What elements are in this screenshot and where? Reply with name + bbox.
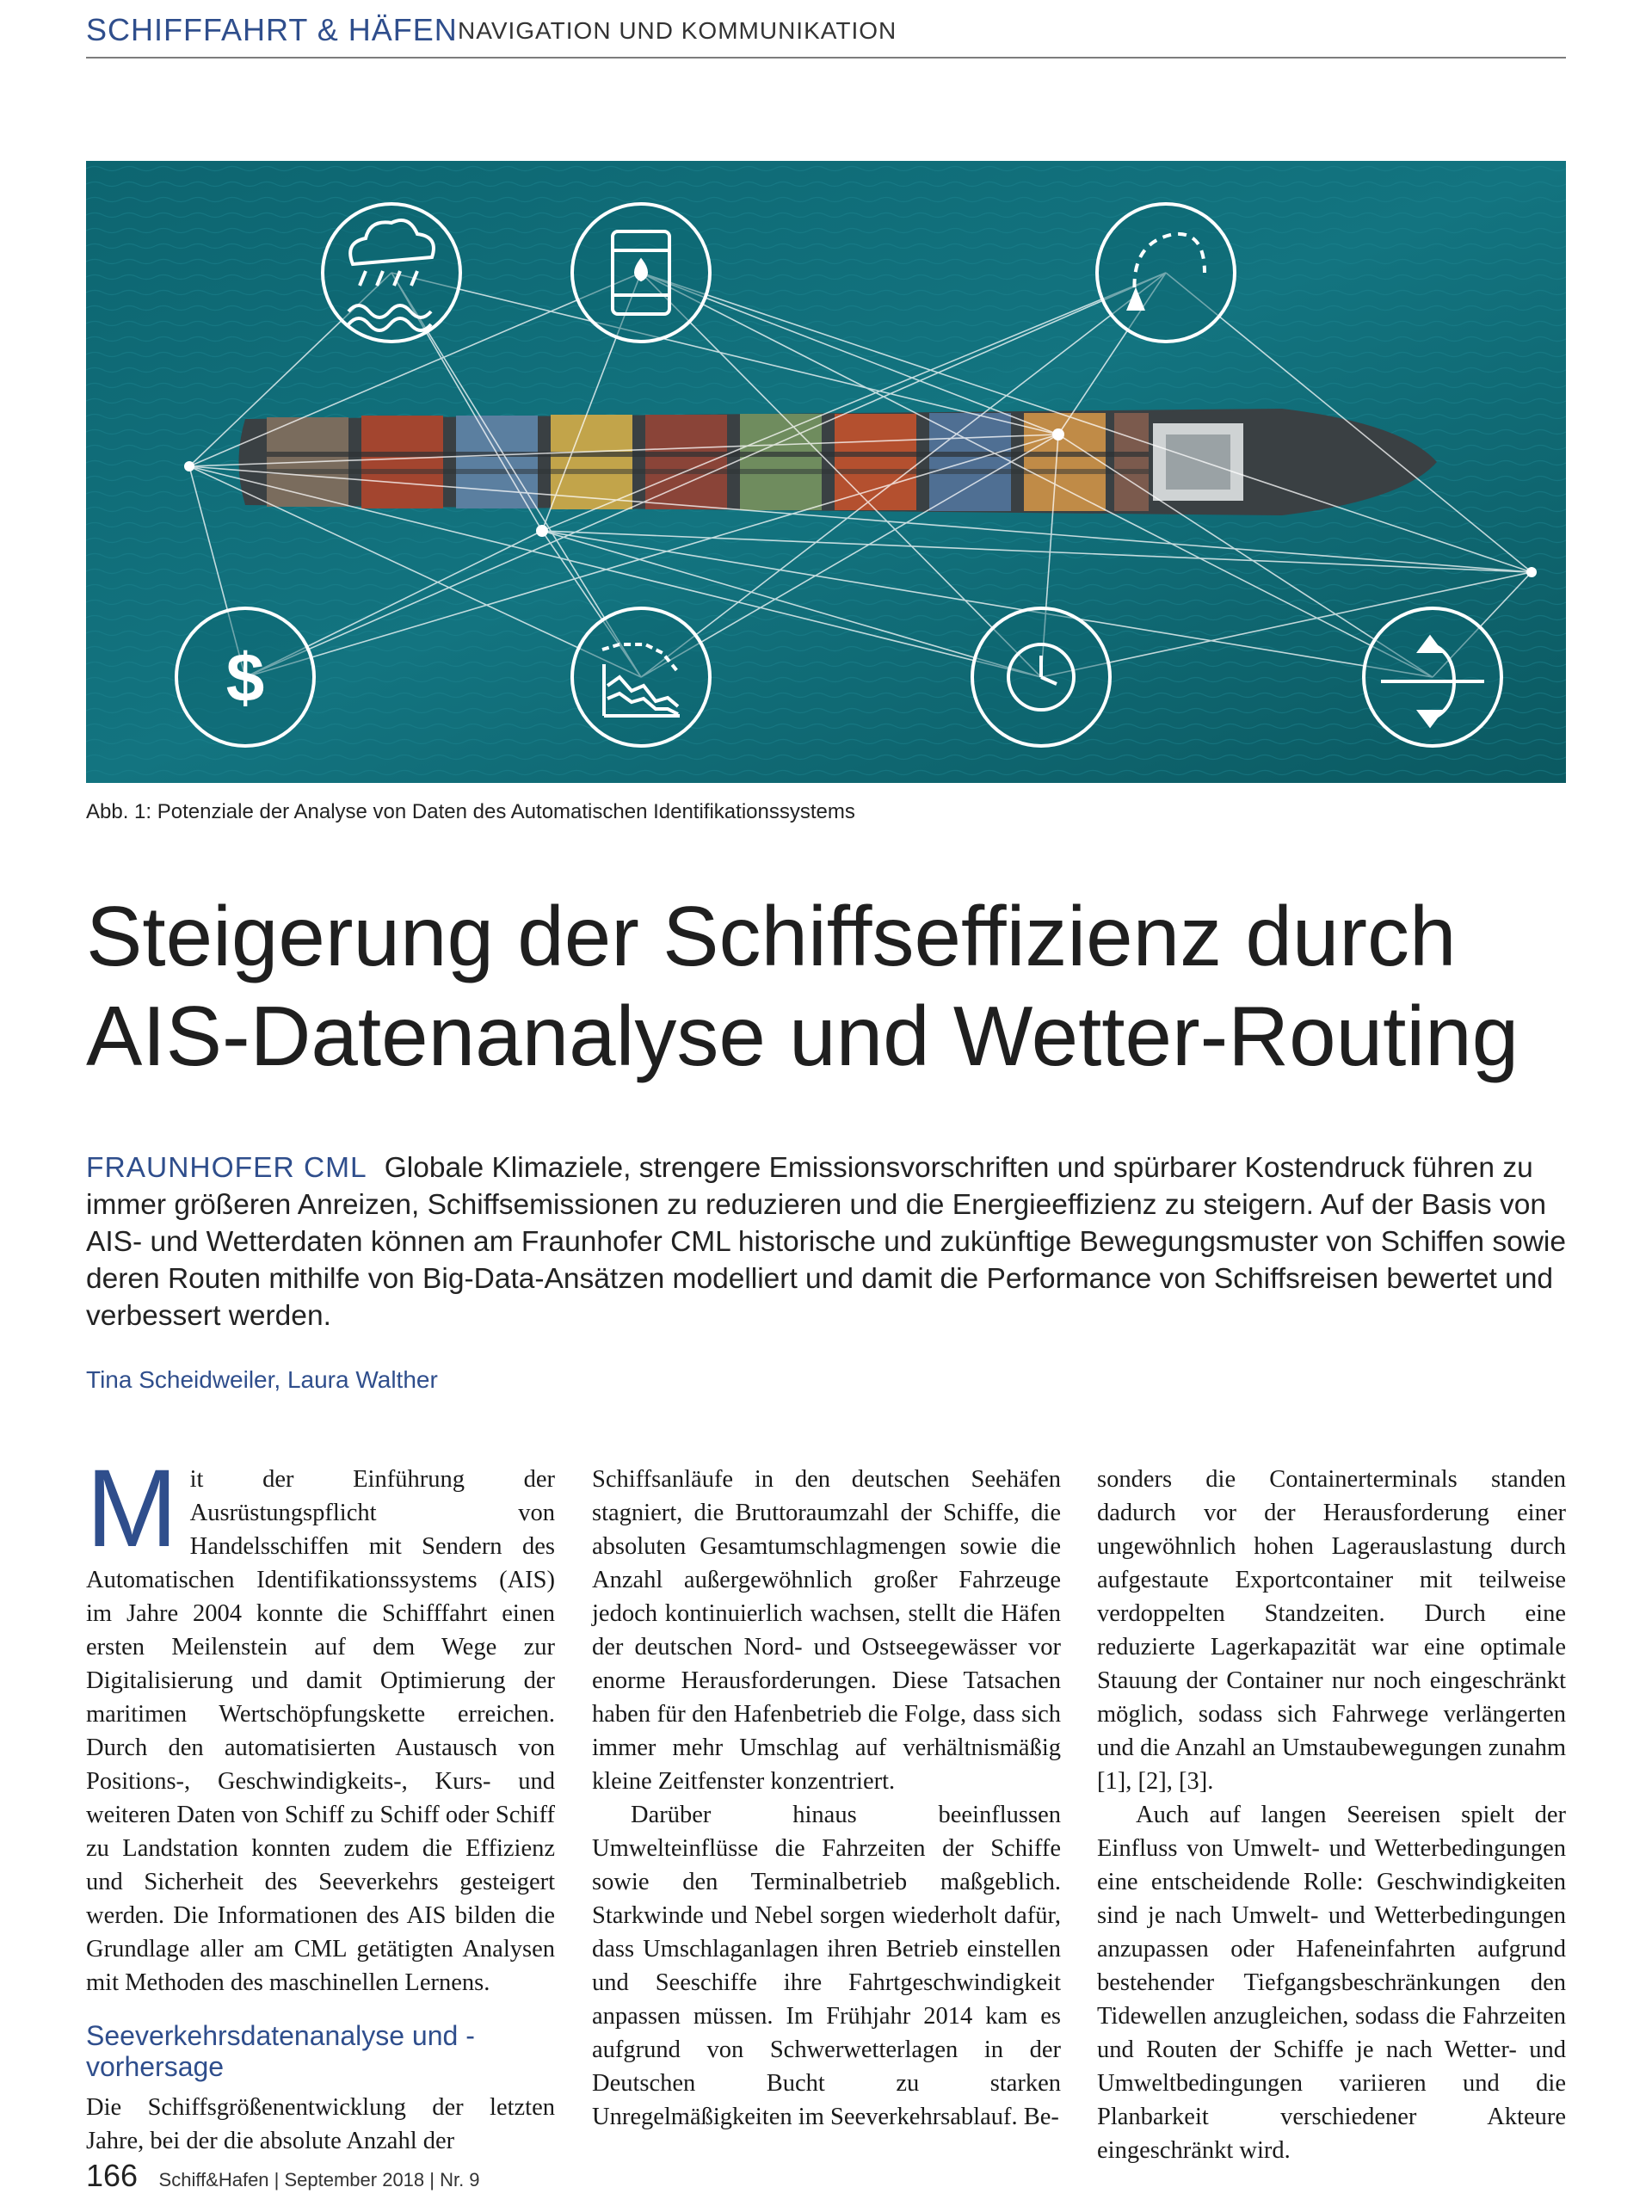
ship [239,409,1438,515]
lead-text: Globale Klimaziele, strengere Emissionsvorschriften und spürbarer Kostendruck führen zu immer größeren Anreizen, Schiffsemissionen zu reduzieren und die Energieeffizienz zu steigern. Auf der Basis von AIS- und Wetterdaten können am Fraunhofer CML historische und zukünftige Bewegungsmuster von Schiffen sowie deren Routen mithilfe von Big-Data-Ansätzen modelliert und damit die Performance von Schiffsreisen bewertet und verbessert werden. [86,1152,1566,1332]
ship-bridge-deck [1166,434,1230,490]
fuel-barrel-icon [572,204,710,342]
page-footer [86,2158,480,2194]
paragraph-text: Schiffsanläufe in den deutschen Seehäfen stagniert, die Bruttoraumzahl der Schiffe, die absoluten Gesamtumschlagmengen sowie die Anzahl außergewöhnlich großer Fahrzeuge jedoch kontinuierlich wachsen, stellt die Häfen der deutschen Nord- und Ostseegewässer vor enorme Herausforderungen. Diese Tatsachen haben für den Hafenbetrieb die Folge, dass sich immer mehr Umschlag auf verhältnismäßig kleine Zeitfenster konzentriert. [592,1466,1061,1795]
cost-icon [176,608,314,746]
page-number: 166 [86,2158,139,2193]
dropcap-letter: M [86,1447,178,1570]
article-authors: Tina Scheidweiler, Laura Walther [86,1366,438,1393]
article-column-2 [592,1463,1061,2134]
publication-info: Schiff&Hafen | September 2018 | Nr. 9 [158,2169,480,2190]
route-icon [1097,204,1235,342]
article-title: Steigerung der Schiffseffizienz durch AIS-Datenanalyse und Wetter-Routing [86,889,1519,1083]
clock-icon [972,608,1110,746]
figure-caption: Abb. 1: Potenziale der Analyse von Daten des Automatischen Identifikationssystems [86,800,855,823]
paragraph-text: Auch auf langen Seereisen spielt der Einfluss von Umwelt- und Wetterbedingungen eine entscheidende Rolle: Geschwindigkeiten sind je nach Umwelt- und Wetterbedingungen anzupassen oder Hafeneinfahrten aufgrund bestehender Tiefgangsbeschränkungen den Tidewellen anzugleichen, sodass die Fahrzeiten und Routen der Schiffe je nach Wetter- und Umweltbedingungen variieren und die Planbarkeit verschiedener Akteure eingeschränkt wird. [1097,1802,1566,2164]
paragraph-text: Die Schiffsgrößenentwicklung der letzten Jahre, bei der die absolute Anzahl der [86,2094,555,2154]
paragraph-text: Darüber hinaus beeinflussen Umwelteinflüsse die Fahrzeiten der Schiffe sowie den Terminalbetrieb maßgeblich. Starkwinde und Nebel sorgen wiederholt dafür, dass Umschlaganlagen ihren Betrieb einstellen und Seeschiffe ihre Fahrtgeschwindigkeit anpassen müssen. Im Frühjahr 2014 kam es aufgrund von Schwerwetterlagen in der Deutschen Bucht zu starken Unregelmäßigkeiten im Seeverkehrsablauf. Be- [592,1802,1061,2130]
performance-chart-icon [572,608,710,746]
weather-icon [323,204,460,342]
article-column-1 [86,1447,555,2158]
article-column-3 [1097,1463,1566,2167]
section-heading: Seeverkehrsdatenanalyse und -vorhersage [86,2020,475,2082]
figure-image [86,161,1566,783]
header-topic: NAVIGATION UND KOMMUNIKATION [458,17,897,44]
paragraph-intro [86,1447,555,1999]
header-section: SCHIFFFAHRT & HÄFEN [86,12,458,47]
article-lead [86,1149,1566,1334]
lead-organization: FRAUNHOFER CML [86,1152,367,1184]
dollar-icon: $ [225,639,265,716]
figure-illustration [86,161,1566,783]
weather-routing-icon [1364,608,1501,746]
intro-text: it der Einführung der Ausrüstungspflicht von Handelsschiffen mit Sendern des Automatischen Identifikationssystems (AIS) im Jahre 2004 konnte die Schifffahrt einen ersten Meilenstein auf dem Wege zur Digitalisierung und damit Optimierung der maritimen Wertschöpfungskette erreichen. Durch den automatisierten Austausch von Positions-, Geschwindigkeits-, Kurs- und weiteren Daten von Schiff zu Schiff oder Schiff zu Landstation konnten zudem die Effizienz und Sicherheit des Seeverkehrs gesteigert werden. Die Informationen des AIS bilden die Grundlage aller am CML getätigten Analysen mit Methoden des maschinellen Lernens. [86,1466,555,1996]
paragraph-text: sonders die Containerterminals standen dadurch vor der Herausforderung einer ungewöhnlich hohen Lagerauslastung durch aufgestaute Exportcontainer mit teilweise verdoppelten Standzeiten. Durch eine reduzierte Lagerkapazität war eine optimale Stauung der Container nur noch eingeschränkt möglich, sodass sich Fahrwege verlängerten und die Anzahl an Umstaubewegungen zunahm [1], [2], [3]. [1097,1466,1566,1795]
page-header [86,10,1566,59]
